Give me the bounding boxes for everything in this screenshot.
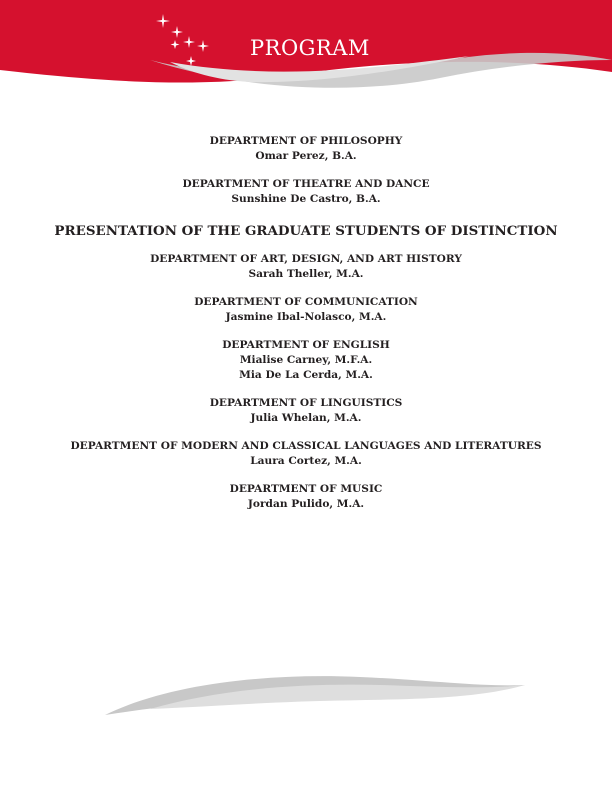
department-entry	[0, 252, 612, 282]
honoree-name: Mialise Carney, M.F.A.	[239, 354, 373, 366]
department-name: DEPARTMENT OF THEATRE AND DANCE	[182, 178, 430, 190]
department-entry	[0, 439, 612, 469]
program-content	[0, 134, 612, 525]
honoree-name: Laura Cortez, M.A.	[250, 455, 362, 467]
department-name: DEPARTMENT OF MUSIC	[229, 483, 383, 495]
department-name: DEPARTMENT OF LINGUISTICS	[209, 397, 403, 409]
department-name: DEPARTMENT OF ART, DESIGN, AND ART HISTORY	[150, 253, 462, 265]
department-name: DEPARTMENT OF MODERN AND CLASSICAL LANGUAGES AND LITERATURES	[70, 440, 542, 452]
department-entry	[0, 177, 612, 207]
section-heading: PRESENTATION OF THE GRADUATE STUDENTS OF DISTINCTION	[54, 223, 558, 239]
page-title: PROGRAM	[250, 36, 370, 60]
honoree-name: Omar Perez, B.A.	[255, 150, 357, 162]
footer-wave	[0, 655, 612, 725]
sparkle-stars-icon	[155, 14, 225, 74]
honoree-name: Jasmine Ibal-Nolasco, M.A.	[225, 311, 387, 323]
department-entry	[0, 295, 612, 325]
honoree-name: Sarah Theller, M.A.	[248, 268, 364, 280]
honoree-name: Jordan Pulido, M.A.	[247, 498, 365, 510]
honoree-name: Julia Whelan, M.A.	[250, 412, 362, 424]
department-name: DEPARTMENT OF PHILOSOPHY	[209, 135, 403, 147]
department-name: DEPARTMENT OF COMMUNICATION	[194, 296, 418, 308]
department-entry	[0, 482, 612, 512]
honoree-name: Mia De La Cerda, M.A.	[239, 369, 373, 381]
department-entry	[0, 134, 612, 164]
honoree-name: Sunshine De Castro, B.A.	[231, 193, 381, 205]
department-entry	[0, 396, 612, 426]
department-entry	[0, 338, 612, 383]
department-name: DEPARTMENT OF ENGLISH	[222, 339, 390, 351]
